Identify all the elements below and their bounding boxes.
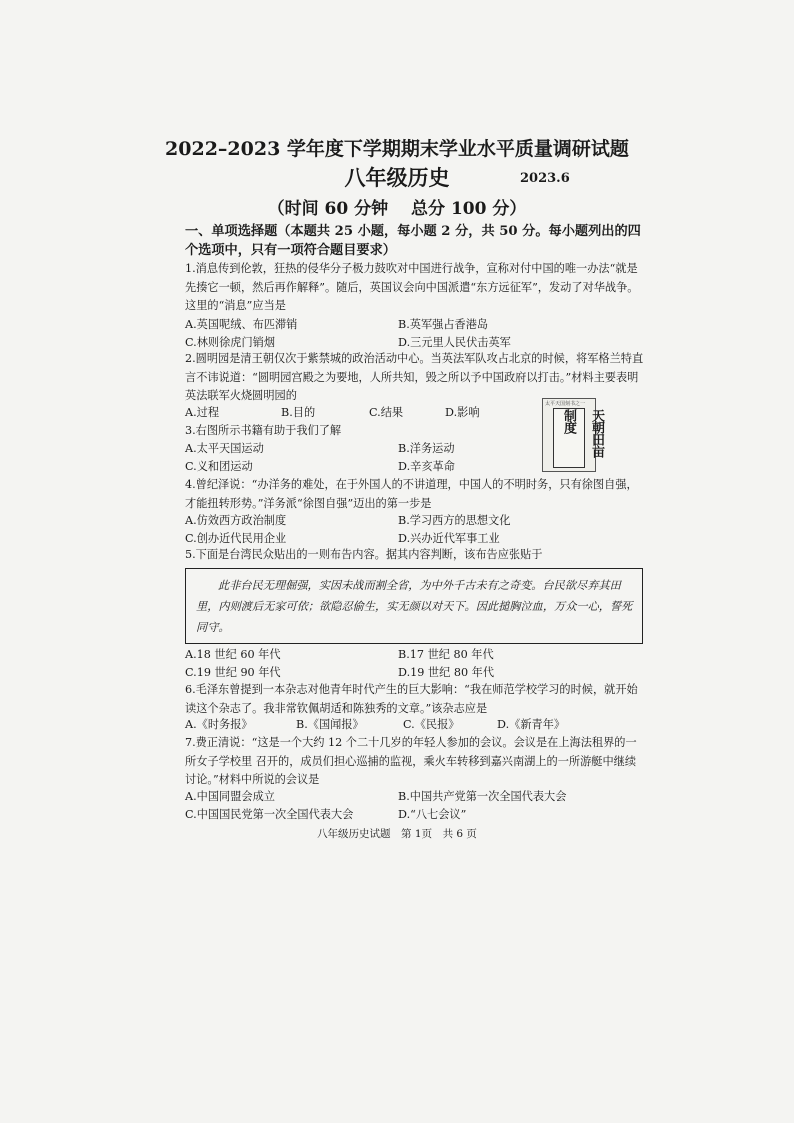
question-1-option-c: C.林则徐虎门销烟 — [185, 336, 276, 349]
book-top-caption: 太平天国刻书之一 — [545, 401, 586, 407]
question-3-stem: 3.右图所示书籍有助于我们了解 — [185, 424, 342, 437]
question-6-option-d: D.《新青年》 — [497, 718, 566, 731]
question-7-option-c: C.中国国民党第一次全国代表大会 — [185, 808, 354, 821]
question-1-option-a: A.英国呢绒、布匹滞销 — [185, 318, 298, 331]
question-1-stem: 1.消息传到伦敦，狂热的侵华分子极力鼓吹对中国进行战争，宣称对付中国的唯一办法“就是先揍它一顿，然后再作解释”。随后，英国议会向中国派遣“东方远征军”，发动了对华战争。这里的“消息”应当是 — [185, 262, 639, 312]
question-5-stem: 5.下面是台湾民众贴出的一则布告内容。据其内容判断，该布告应张贴于 — [185, 548, 543, 561]
question-4-stem: 4.曾纪泽说：“办洋务的难处，在于外国人的不讲道理，中国人的不明时务，只有徐图自强，才能扭转形势。”洋务派“徐图自强”迈出的第一步是 — [185, 478, 638, 510]
question-3-option-d: D.辛亥革命 — [398, 460, 455, 473]
question-4-option-a: A.仿效西方政治制度 — [185, 514, 287, 527]
question-4-option-c: C.创办近代民用企业 — [185, 532, 287, 545]
question-7-option-a: A.中国同盟会成立 — [185, 790, 275, 803]
question-2-option-d: D.影响 — [445, 406, 480, 419]
question-6-option-c: C.《民报》 — [403, 718, 460, 731]
book-title-frame — [553, 408, 604, 468]
question-6-option-b: B.《国闻报》 — [296, 718, 364, 731]
question-2-option-c: C.结果 — [369, 406, 404, 419]
question-2-option-b: B.目的 — [281, 406, 316, 419]
question-5-option-c: C.19 世纪 90 年代 — [185, 666, 281, 679]
question-7-stem: 7.费正清说：“这是一个大约 12 个二十几岁的年轻人参加的会议。会议是在上海法租界的一所女子学校里 召开的，成员们担心巡捕的监视，乘火车转移到嘉兴南湖上的一所游艇中继续讨论。”材料中所说的会议是 — [185, 736, 637, 786]
question-7-option-d: D.“八七会议” — [398, 808, 467, 821]
question-3-option-a: A.太平天国运动 — [185, 442, 264, 455]
question-2-stem: 2.圆明园是清王朝仅次于紫禁城的政治活动中心。当英法军队攻占北京的时候，将军格兰特直言不讳说道：“圆明园宫殿之为要地，人所共知，毁之所以予中国政府以打击。”材料主要表明英法联军火烧圆明园的 — [185, 352, 644, 402]
question-3-option-b: B.洋务运动 — [398, 442, 455, 455]
question-6-stem: 6.毛泽东曾提到一本杂志对他青年时代产生的巨大影响：“我在师范学校学习的时候，就开始读这个杂志了。我非常钦佩胡适和陈独秀的文章。”该杂志应是 — [185, 683, 638, 715]
exam-title: 2022–2023 学年度下学期期末学业水平质量调研试题 — [165, 138, 629, 160]
book-cover-title: 天朝田亩制度 — [561, 409, 604, 457]
page-footer: 八年级历史试题 第 1页 共 6 页 — [317, 828, 477, 840]
question-4-option-d: D.兴办近代军事工业 — [398, 532, 500, 545]
question-7-option-b: B.中国共产党第一次全国代表大会 — [398, 790, 567, 803]
question-3-option-c: C.义和团运动 — [185, 460, 253, 473]
exam-date: 2023.6 — [520, 171, 570, 186]
notice-text: 此非台民无理倔强，实因未战而割全省，为中外千古未有之奇变。台民欲尽弃其田里，内则渡后无家可依；欲隐忍偷生，实无颜以对天下。因此搥胸泣血，万众一心，誓死同守。 — [196, 579, 633, 634]
exam-subject: 八年级历史 — [344, 165, 450, 190]
question-2-option-a: A.过程 — [185, 406, 220, 419]
question-4-option-b: B.学习西方的思想文化 — [398, 514, 511, 527]
question-5-option-d: D.19 世纪 80 年代 — [398, 666, 495, 679]
section-heading: 一、单项选择题（本题共 25 小题，每小题 2 分，共 50 分。每小题列出的四个选项中，只有一项符合题目要求） — [185, 224, 641, 258]
exam-time-info: （时间 60 分钟 总分 100 分） — [267, 199, 527, 219]
question-5-option-a: A.18 世纪 60 年代 — [185, 648, 281, 661]
question-5-option-b: B.17 世纪 80 年代 — [398, 648, 494, 661]
question-6-option-a: A.《时务报》 — [185, 718, 253, 731]
question-1-option-b: B.英军强占香港岛 — [398, 318, 489, 331]
question-1-option-d: D.三元里人民伏击英军 — [398, 336, 511, 349]
book-cover-image — [542, 398, 604, 472]
notice-box — [185, 568, 643, 644]
